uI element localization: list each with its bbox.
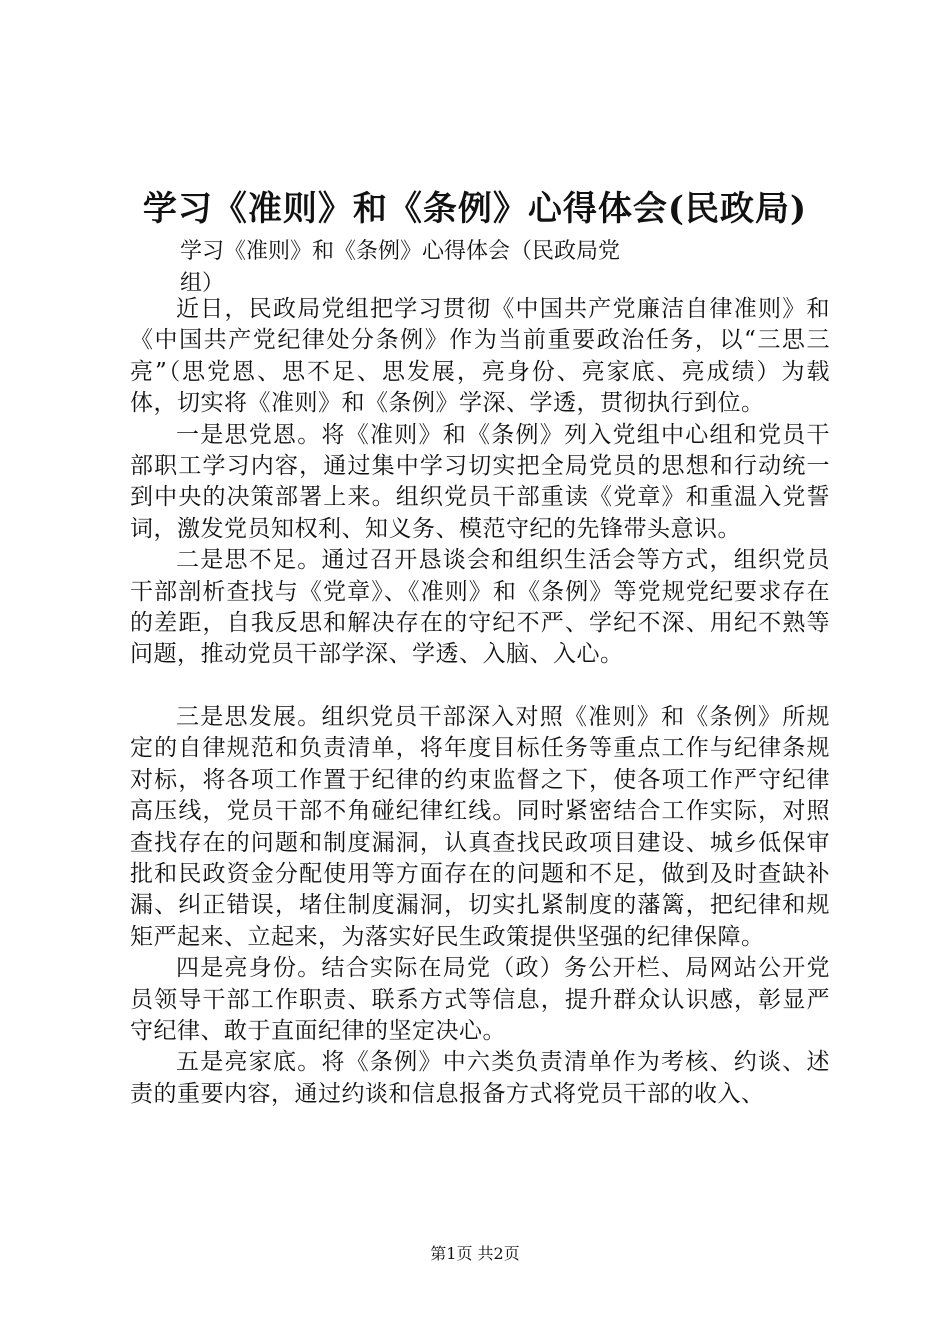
paragraph-point-3: 三是思发展。组织党员干部深入对照《准则》和《条例》所规定的自律规范和负责清单，将年度目标任务等重点工作与纪律条规对标，将各项工作置于纪律的约束监督之下，使各项工作严守纪律高压线，党员干部不角碰纪律红线。同时紧密结合工作实际，对照查找存在的问题和制度漏洞，认真查找民政项目建设、城乡低保审批和民政资金分配使用等方面存在的问题和不足，做到及时查缺补漏、纠正错误，堵住制度漏洞，切实扎紧制度的藩篱，把纪律和规矩严起来、立起来，为落实好民生政策提供坚强的纪律保障。 [130,703,830,950]
paragraph-point-4: 四是亮身份。结合实际在局党（政）务公开栏、局网站公开党员领导干部工作职责、联系方式等信息，提升群众认识感，彰显严守纪律、敢于直面纪律的坚定决心。 [130,955,830,1044]
paragraph-intro: 近日，民政局党组把学习贯彻《中国共产党廉洁自律准则》和《中国共产党纪律处分条例》作为当前重要政治任务，以“三思三亮”（思党恩、思不足、思发展，亮身份、亮家底、亮成绩）为载体，切实将《准则》和《条例》学深、学透，贯彻执行到位。 [130,296,830,417]
paragraph-point-5: 五是亮家底。将《条例》中六类负责清单作为考核、约谈、述责的重要内容，通过约谈和信息报备方式将党员干部的收入、 [130,1049,830,1107]
document-subtitle: 学习《准则》和《条例》心得体会（民政局党组） [180,239,621,296]
paragraph-point-2: 二是思不足。通过召开恳谈会和组织生活会等方式，组织党员干部剖析查找与《党章》、《准则》和《条例》等党规党纪要求存在的差距，自我反思和解决存在的守纪不严、学纪不深、用纪不熟等问题，推动党员干部学深、学透、入脑、入心。 [130,547,830,668]
paragraph-point-1: 一是思党恩。将《准则》和《条例》列入党组中心组和党员干部职工学习内容，通过集中学习切实把全局党员的思想和行动统一到中央的决策部署上来。组织党员干部重读《党章》和重温入党誓词，激发党员知权利、知义务、模范守纪的先锋带头意识。 [130,421,830,542]
document-body [130,294,830,1110]
document-title: 学习《准则》和《条例》心得体会(民政局) [142,189,808,229]
page-number-footer: 第1页 共2页 [430,1244,520,1263]
